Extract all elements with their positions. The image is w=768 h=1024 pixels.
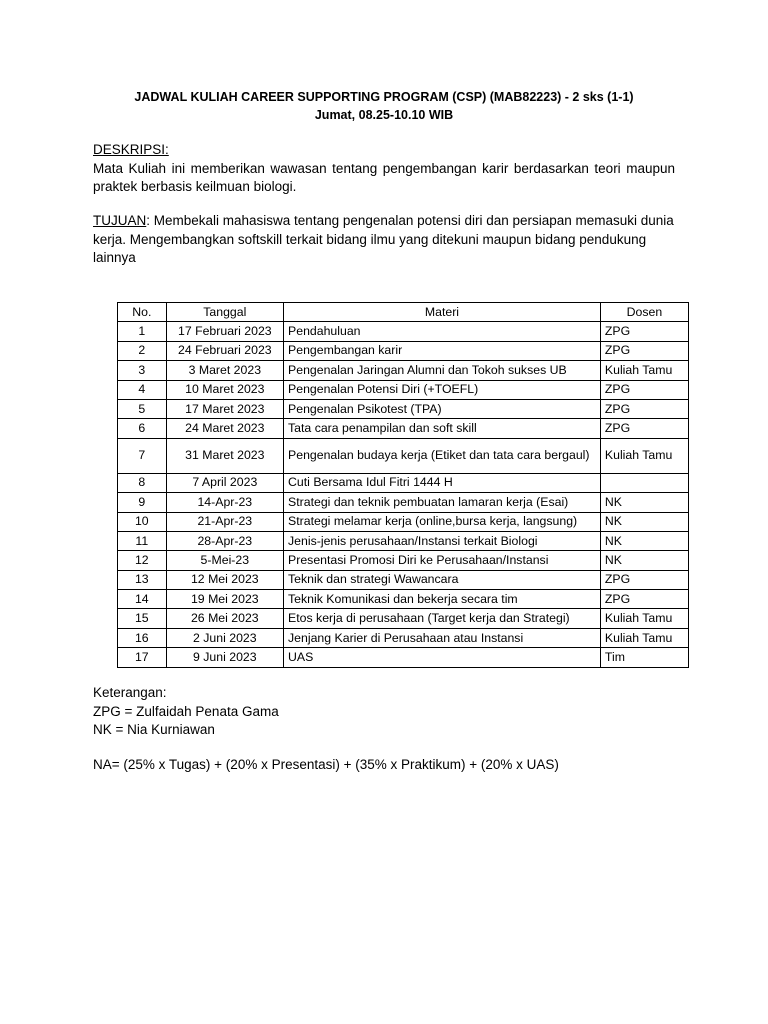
cell-tanggal: 28-Apr-23 bbox=[166, 531, 283, 550]
deskripsi-heading: DESKRIPSI: bbox=[93, 142, 169, 157]
cell-materi: Tata cara penampilan dan soft skill bbox=[284, 419, 601, 438]
cell-tanggal: 17 Maret 2023 bbox=[166, 399, 283, 418]
cell-dosen: NK bbox=[600, 512, 688, 531]
cell-tanggal: 2 Juni 2023 bbox=[166, 628, 283, 647]
cell-materi: Pengenalan Potensi Diri (+TOEFL) bbox=[284, 380, 601, 399]
table-row bbox=[118, 438, 689, 473]
grading-formula: NA= (25% x Tugas) + (20% x Presentasi) + (35% x Praktikum) + (20% x UAS) bbox=[93, 757, 559, 772]
cell-tanggal: 14-Apr-23 bbox=[166, 493, 283, 512]
cell-dosen: NK bbox=[600, 493, 688, 512]
cell-dosen: Kuliah Tamu bbox=[600, 361, 688, 380]
table-row bbox=[118, 322, 689, 341]
cell-no: 7 bbox=[118, 438, 167, 473]
cell-dosen: ZPG bbox=[600, 590, 688, 609]
cell-dosen: ZPG bbox=[600, 322, 688, 341]
cell-no: 17 bbox=[118, 648, 167, 667]
table-row bbox=[118, 590, 689, 609]
table-header-row bbox=[118, 303, 689, 322]
cell-dosen: NK bbox=[600, 551, 688, 570]
deskripsi-text: Mata Kuliah ini memberikan wawasan tentang pengembangan karir berdasarkan teori maupun praktek berbasis keilmuan biologi. bbox=[93, 160, 675, 194]
cell-materi: Jenjang Karier di Perusahaan atau Instansi bbox=[284, 628, 601, 647]
cell-tanggal: 31 Maret 2023 bbox=[166, 438, 283, 473]
cell-materi: Pengembangan karir bbox=[284, 341, 601, 360]
column-header-no: No. bbox=[118, 303, 167, 322]
cell-tanggal: 7 April 2023 bbox=[166, 473, 283, 492]
cell-no: 14 bbox=[118, 590, 167, 609]
table-row bbox=[118, 551, 689, 570]
cell-dosen: Kuliah Tamu bbox=[600, 609, 688, 628]
table-row bbox=[118, 473, 689, 492]
column-header-dosen: Dosen bbox=[600, 303, 688, 322]
cell-tanggal: 3 Maret 2023 bbox=[166, 361, 283, 380]
keterangan-item-nk: NK = Nia Kurniawan bbox=[93, 722, 215, 737]
column-header-materi: Materi bbox=[284, 303, 601, 322]
cell-no: 12 bbox=[118, 551, 167, 570]
cell-materi: Pengenalan Psikotest (TPA) bbox=[284, 399, 601, 418]
cell-dosen: ZPG bbox=[600, 419, 688, 438]
schedule-table bbox=[117, 302, 689, 668]
cell-tanggal: 5-Mei-23 bbox=[166, 551, 283, 570]
cell-dosen: ZPG bbox=[600, 380, 688, 399]
cell-materi: Etos kerja di perusahaan (Target kerja dan Strategi) bbox=[284, 609, 601, 628]
cell-tanggal: 10 Maret 2023 bbox=[166, 380, 283, 399]
table-row bbox=[118, 419, 689, 438]
cell-tanggal: 26 Mei 2023 bbox=[166, 609, 283, 628]
cell-materi: Teknik Komunikasi dan bekerja secara tim bbox=[284, 590, 601, 609]
cell-dosen: Kuliah Tamu bbox=[600, 628, 688, 647]
table-row bbox=[118, 531, 689, 550]
cell-no: 13 bbox=[118, 570, 167, 589]
cell-materi: UAS bbox=[284, 648, 601, 667]
cell-tanggal: 9 Juni 2023 bbox=[166, 648, 283, 667]
cell-no: 6 bbox=[118, 419, 167, 438]
table-row bbox=[118, 570, 689, 589]
document-title: JADWAL KULIAH CAREER SUPPORTING PROGRAM (CSP) (MAB82223) - 2 sks (1-1) bbox=[134, 90, 634, 104]
table-row bbox=[118, 609, 689, 628]
cell-dosen: ZPG bbox=[600, 399, 688, 418]
cell-no: 4 bbox=[118, 380, 167, 399]
cell-materi: Cuti Bersama Idul Fitri 1444 H bbox=[284, 473, 601, 492]
deskripsi-section bbox=[93, 141, 675, 197]
cell-dosen: Tim bbox=[600, 648, 688, 667]
table-row bbox=[118, 512, 689, 531]
table-row bbox=[118, 380, 689, 399]
cell-dosen: ZPG bbox=[600, 570, 688, 589]
keterangan-section bbox=[93, 684, 279, 740]
cell-tanggal: 17 Februari 2023 bbox=[166, 322, 283, 341]
cell-no: 3 bbox=[118, 361, 167, 380]
cell-no: 1 bbox=[118, 322, 167, 341]
cell-dosen: ZPG bbox=[600, 341, 688, 360]
cell-no: 15 bbox=[118, 609, 167, 628]
column-header-tanggal: Tanggal bbox=[166, 303, 283, 322]
cell-dosen: NK bbox=[600, 531, 688, 550]
cell-dosen: Kuliah Tamu bbox=[600, 438, 688, 473]
cell-tanggal: 24 Februari 2023 bbox=[166, 341, 283, 360]
cell-materi: Pengenalan Jaringan Alumni dan Tokoh sukses UB bbox=[284, 361, 601, 380]
cell-materi: Strategi dan teknik pembuatan lamaran kerja (Esai) bbox=[284, 493, 601, 512]
tujuan-section bbox=[93, 212, 675, 268]
cell-tanggal: 19 Mei 2023 bbox=[166, 590, 283, 609]
table-row bbox=[118, 493, 689, 512]
table-row bbox=[118, 628, 689, 647]
cell-no: 10 bbox=[118, 512, 167, 531]
cell-materi: Pendahuluan bbox=[284, 322, 601, 341]
table-row bbox=[118, 361, 689, 380]
cell-no: 5 bbox=[118, 399, 167, 418]
cell-tanggal: 12 Mei 2023 bbox=[166, 570, 283, 589]
cell-materi: Presentasi Promosi Diri ke Perusahaan/Instansi bbox=[284, 551, 601, 570]
cell-no: 8 bbox=[118, 473, 167, 492]
table-row bbox=[118, 341, 689, 360]
table-row bbox=[118, 399, 689, 418]
table-row bbox=[118, 648, 689, 667]
cell-materi: Jenis-jenis perusahaan/Instansi terkait Biologi bbox=[284, 531, 601, 550]
cell-materi: Teknik dan strategi Wawancara bbox=[284, 570, 601, 589]
cell-tanggal: 24 Maret 2023 bbox=[166, 419, 283, 438]
cell-no: 16 bbox=[118, 628, 167, 647]
cell-no: 9 bbox=[118, 493, 167, 512]
cell-no: 2 bbox=[118, 341, 167, 360]
keterangan-heading: Keterangan: bbox=[93, 685, 167, 700]
cell-dosen bbox=[600, 473, 688, 492]
cell-tanggal: 21-Apr-23 bbox=[166, 512, 283, 531]
cell-no: 11 bbox=[118, 531, 167, 550]
keterangan-item-zpg: ZPG = Zulfaidah Penata Gama bbox=[93, 703, 279, 719]
cell-materi: Strategi melamar kerja (online,bursa kerja, langsung) bbox=[284, 512, 601, 531]
tujuan-heading: TUJUAN bbox=[93, 213, 147, 228]
tujuan-text: : Membekali mahasiswa tentang pengenalan potensi diri dan persiapan memasuki dunia kerja. Mengembangkan softskill terkait bidang ilmu yang ditekuni maupun bidang pendukung lainnya bbox=[93, 213, 674, 265]
cell-materi: Pengenalan budaya kerja (Etiket dan tata cara bergaul) bbox=[284, 438, 601, 473]
document-subtitle-schedule-time: Jumat, 08.25-10.10 WIB bbox=[314, 108, 454, 122]
